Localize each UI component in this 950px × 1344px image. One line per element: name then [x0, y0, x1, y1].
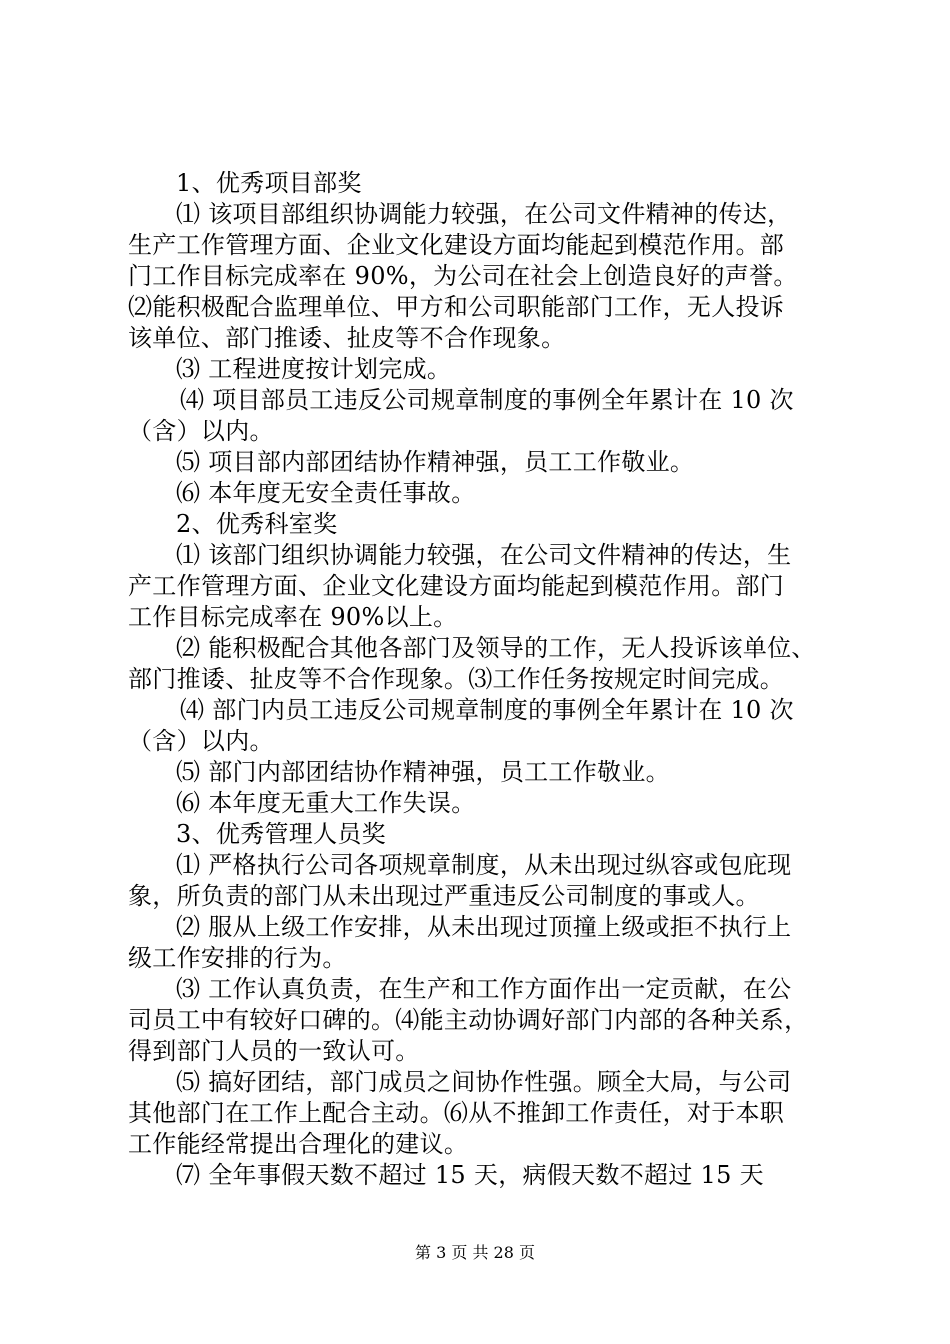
text-line: ⑹ 本年度无重大工作失误。 — [176, 789, 476, 817]
text-line: 其他部门在工作上配合主动。⑹从不推卸工作责任，对于本职 — [128, 1099, 785, 1127]
text-line: 1、优秀项目部奖 — [176, 169, 362, 197]
text-line: 2、优秀科室奖 — [176, 510, 338, 538]
text-line: 级工作安排的行为。 — [128, 944, 347, 972]
text-line: 部门推诿、扯皮等不合作现象。⑶工作任务按规定时间完成。 — [128, 665, 785, 693]
text-line: 工作目标完成率在 90%以上。 — [128, 603, 458, 631]
text-line: ⑹ 本年度无安全责任事故。 — [176, 479, 476, 507]
text-line: ⑷ 项目部员工违反公司规章制度的事例全年累计在 10 次 — [180, 386, 794, 414]
text-line: 该单位、部门推诿、扯皮等不合作现象。 — [128, 324, 566, 352]
document-body — [128, 168, 838, 1191]
text-line: 门工作目标完成率在 90%，为公司在社会上创造良好的声誉。 — [128, 262, 798, 290]
text-line: ⑸ 搞好团结，部门成员之间协作性强。顾全大局，与公司 — [176, 1068, 792, 1096]
text-line: 3、优秀管理人员奖 — [176, 820, 386, 848]
text-line: ⑴ 该部门组织协调能力较强，在公司文件精神的传达，生 — [176, 541, 792, 569]
text-line: ⑶ 工作认真负责，在生产和工作方面作出一定贡献，在公 — [176, 975, 792, 1003]
page-footer: 第 3 页 共 28 页 — [415, 1243, 535, 1262]
text-line: 象，所负责的部门从未出现过严重违反公司制度的事或人。 — [128, 882, 760, 910]
text-line: ⑸ 部门内部团结协作精神强，员工工作敬业。 — [176, 758, 670, 786]
text-line: 产工作管理方面、企业文化建设方面均能起到模范作用。部门 — [128, 572, 785, 600]
text-line: ⑸ 项目部内部团结协作精神强，员工工作敬业。 — [176, 448, 695, 476]
text-line: ⑵ 能积极配合其他各部门及领导的工作，无人投诉该单位、 — [176, 634, 816, 662]
text-line: 生产工作管理方面、企业文化建设方面均能起到模范作用。部 — [128, 231, 785, 259]
text-line: 司员工中有较好口碑的。⑷能主动协调好部门内部的各种关系， — [128, 1006, 809, 1034]
text-line: （含）以内。 — [128, 417, 274, 445]
text-line: （含）以内。 — [128, 727, 274, 755]
text-line: ⑴ 该项目部组织协调能力较强，在公司文件精神的传达， — [176, 200, 792, 228]
text-line: ⑵能积极配合监理单位、甲方和公司职能部门工作，无人投诉 — [128, 293, 785, 321]
text-line: 工作能经常提出合理化的建议。 — [128, 1130, 469, 1158]
text-line: ⑴ 严格执行公司各项规章制度，从未出现过纵容或包庇现 — [176, 851, 792, 879]
text-line: ⑷ 部门内员工违反公司规章制度的事例全年累计在 10 次 — [180, 696, 794, 724]
text-line: ⑵ 服从上级工作安排，从未出现过顶撞上级或拒不执行上 — [176, 913, 792, 941]
text-line: ⑺ 全年事假天数不超过 15 天，病假天数不超过 15 天 — [176, 1161, 764, 1189]
text-line: ⑶ 工程进度按计划完成。 — [176, 355, 452, 383]
text-line: 得到部门人员的一致认可。 — [128, 1037, 420, 1065]
